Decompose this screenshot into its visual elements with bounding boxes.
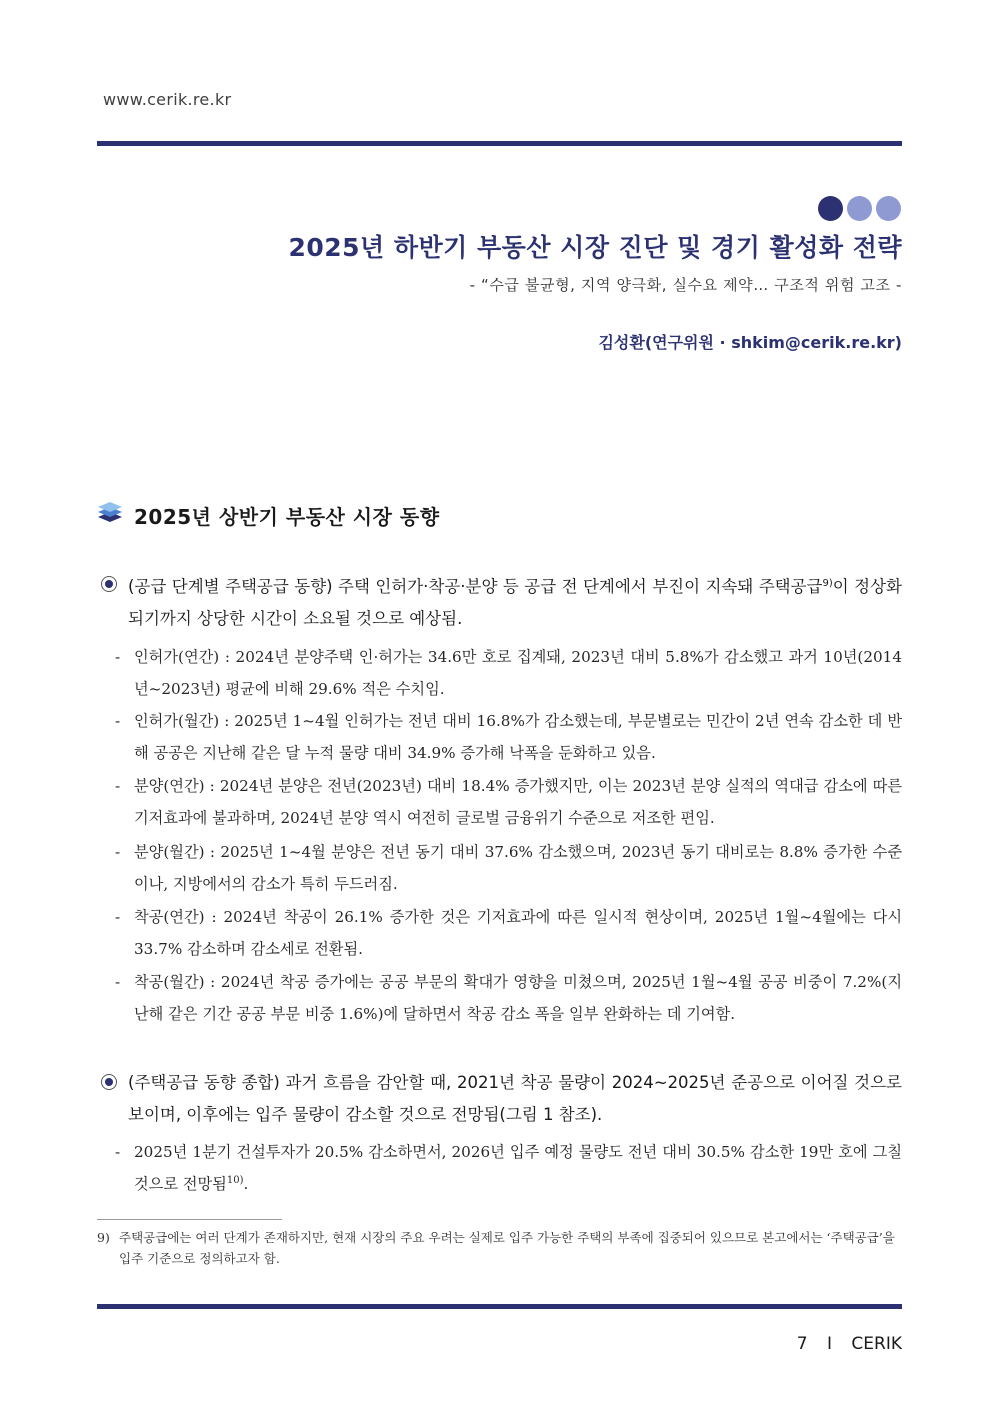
- top-rule: [97, 141, 902, 146]
- list-item: - 분양(월간) : 2025년 1~4월 분양은 전년 동기 대비 37.6% 감소했으며, 2023년 동기 대비로는 8.8% 증가한 수준이나, 지방에서의 감소가 특히 두드러짐.: [115, 843, 902, 893]
- dot-2: [847, 196, 872, 221]
- footnote-divider: [97, 1219, 282, 1220]
- list-item: - 착공(연간) : 2024년 착공이 26.1% 증가한 것은 기저효과에 따른 일시적 현상이며, 2025년 1월~4월에는 다시 33.7% 감소하며 감소세로 전환됨.: [115, 908, 902, 958]
- footnote-ref-10[interactable]: 10): [226, 1175, 244, 1186]
- footnote-9: 9) 주택공급에는 여러 단계가 존재하지만, 현재 시장의 주요 우려는 실제로 입주 가능한 주택의 부족에 집중되어 있으므로 본고에서는 ‘주택공급’을 입주 기준으로 정의하고자 함.: [97, 1230, 895, 1266]
- section-title: 2025년 상반기 부동산 시장 동향: [134, 505, 440, 529]
- footnote-ref-9[interactable]: 9): [822, 578, 833, 589]
- list-item: - 착공(월간) : 2024년 착공 증가에는 공공 부문의 확대가 영향을 미쳤으며, 2025년 1월~4월 공공 비중이 7.2%(지난해 같은 기간 공공 부문 비중 1.6%)에 달하면서 착공 감소 폭을 일부 완화하는 데 기여함.: [115, 973, 902, 1023]
- article-title: 2025년 하반기 부동산 시장 진단 및 경기 활성화 전략: [288, 233, 902, 262]
- stacked-layers-icon: [97, 499, 123, 525]
- article-subtitle: - “수급 불균형, 지역 양극화, 실수요 제약… 구조적 위험 고조 -: [469, 276, 902, 294]
- circle-bullet-icon: [101, 1074, 117, 1090]
- footer-separator: I: [826, 1334, 832, 1354]
- page-number: 7: [796, 1334, 808, 1354]
- bottom-rule: [97, 1304, 902, 1309]
- page-footer: [797, 1334, 902, 1354]
- list-item: - 2025년 1분기 건설투자가 20.5% 감소하면서, 2026년 입주 예정 물량도 전년 대비 30.5% 감소한 19만 호에 그칠 것으로 전망됨$^{10)}$.: [115, 1143, 902, 1193]
- list-item: - 인허가(연간) : 2024년 분양주택 인·허가는 34.6만 호로 집계돼, 2023년 대비 5.8%가 감소했고 과거 10년(2014년~2023년) 평균에 비해 29.6% 적은 수치임.: [115, 648, 902, 698]
- footer-brand: CERIK: [851, 1334, 902, 1354]
- dot-1: [818, 196, 843, 221]
- circle-bullet-icon: [101, 576, 117, 592]
- bullet-2-text: (주택공급 동향 종합) 과거 흐름을 감안할 때, 2021년 착공 물량이 2024~2025년 준공으로 이어질 것으로 보이며, 이후에는 입주 물량이 감소할 것으로 전망됨(그림 1 참조).: [128, 1073, 902, 1124]
- site-url: www.cerik.re.kr: [103, 90, 232, 109]
- decorative-dots: [818, 196, 901, 221]
- list-item: - 분양(연간) : 2024년 분양은 전년(2023년) 대비 18.4% 증가했지만, 이는 2023년 분양 실적의 역대급 감소에 따른 기저효과에 불과하며, 2024년 분양 역시 여전히 글로벌 금융위기 수준으로 저조한 편임.: [115, 777, 902, 827]
- article-author: 김성환(연구위원 · shkim@cerik.re.kr): [598, 333, 902, 352]
- dot-3: [876, 196, 901, 221]
- bullet-1-text: (공급 단계별 주택공급 동향) 주택 인허가·착공·분양 등 공급 전 단계에서 부진이 지속돼 주택공급$^{9)}$이 정상화되기까지 상당한 시간이 소요될 것으로 예상됨.: [128, 577, 902, 628]
- list-item: - 인허가(월간) : 2025년 1~4월 인허가는 전년 대비 16.8%가 감소했는데, 부문별로는 민간이 2년 연속 감소한 데 반해 공공은 지난해 같은 달 누적 물량 대비 34.9% 증가해 낙폭을 둔화하고 있음.: [115, 712, 902, 762]
